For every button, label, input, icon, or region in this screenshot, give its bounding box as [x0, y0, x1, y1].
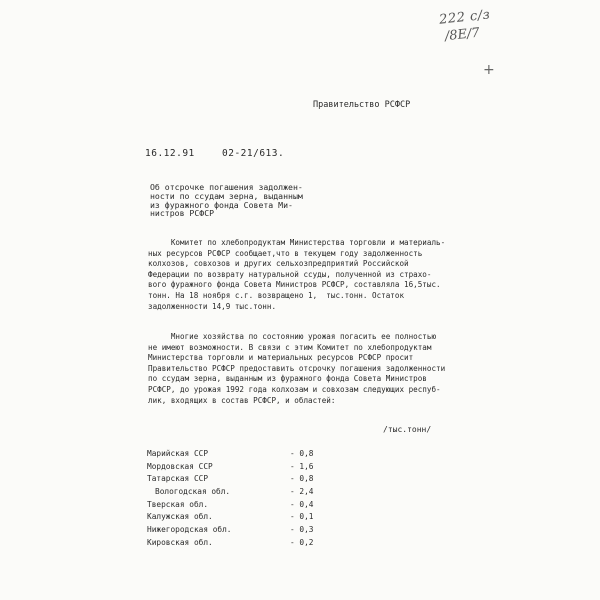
paragraph-line: вого фуражного фонда Совета Министров РСФСР, составляла 16,5тыс.	[148, 280, 441, 290]
region-name: Нижегородская обл.	[147, 525, 232, 535]
document-date: 16.12.91	[145, 148, 195, 159]
region-name: Калужская обл.	[147, 512, 213, 522]
recipient: Правительство РСФСР	[313, 100, 411, 110]
region-name: Тверская обл.	[147, 499, 209, 509]
table-row	[147, 487, 337, 500]
handwritten-note-line2: /8E/7	[444, 25, 481, 45]
paragraph-line: по ссудам зерна, выданным из фуражного фонда Совета Министров	[148, 374, 427, 384]
debt-value: - 0,8	[290, 474, 314, 484]
paragraph-line: задолженности 14,9 тыс.тонн.	[148, 301, 277, 311]
table-row	[147, 525, 337, 538]
subject-line: ности по ссудам зерна, выданным	[150, 190, 303, 201]
debt-value: - 2,4	[290, 487, 314, 497]
subject-line: Об отсрочке погашения задолжен-	[150, 182, 303, 192]
table-row	[147, 474, 337, 487]
debt-value: - 0,1	[290, 512, 314, 522]
paragraph-line: Многие хозяйства по состоянию урожая погасить ее полностью	[148, 332, 437, 341]
table-row	[147, 449, 337, 462]
region-name: Кировская обл.	[147, 537, 213, 547]
reference-number: 02-21/613.	[222, 148, 285, 159]
debt-value: - 0,3	[290, 525, 314, 535]
subject-line: из фуражного фонда Совета Ми-	[150, 199, 293, 210]
paragraph-line: не имеют возможности. В связи с этим Комитет по хлебопродуктам	[148, 342, 432, 352]
paragraph-1	[148, 238, 445, 312]
handwritten-note	[438, 7, 492, 44]
region-name: Татарская ССР	[147, 474, 209, 484]
region-name: Вологодская обл.	[155, 487, 231, 497]
table-row	[147, 462, 337, 475]
paragraph-line: лик, входящих в состав РСФСР, и областей:	[148, 395, 336, 405]
pencil-cross-mark: +	[483, 62, 495, 78]
table-row	[147, 538, 337, 551]
units-label: /тыс.тонн/	[383, 425, 432, 434]
table-row	[147, 512, 337, 525]
paragraph-line: РСФСР, до урожая 1992 года колхозам и совхозам следующих респуб-	[148, 384, 441, 394]
subject-block	[150, 183, 303, 218]
paragraph-line: ных ресурсов РСФСР сообщает,что в текущем году задолженность	[148, 248, 423, 258]
paragraph-line: Комитет по хлебопродуктам Министерства торговли и материаль-	[148, 238, 446, 247]
paragraph-line: Федерации по возврату натуральной ссуды, полученной из страхо-	[148, 269, 432, 279]
paragraph-line: Правительство РСФСР предоставить отсрочку погашения задолженности	[148, 363, 446, 373]
paragraph-line: колхозов, совхозов и других сельхозпредприятий Российской	[148, 259, 409, 269]
region-name: Марийская ССР	[147, 449, 209, 458]
debt-value: - 0,4	[290, 499, 314, 509]
paragraph-line: тонн. На 18 ноября с.г. возвращено 1, тыс.тонн. Остаток	[148, 290, 405, 300]
region-debt-table	[147, 449, 337, 551]
handwritten-note-line1: 222 с/з	[438, 7, 491, 28]
table-row	[147, 500, 337, 513]
paragraph-line: Министерства торговли и материальных ресурсов РСФСР просит	[148, 353, 414, 363]
debt-value: - 1,6	[290, 461, 314, 471]
debt-value: - 0,2	[290, 537, 314, 547]
region-name: Мордовская ССР	[147, 461, 213, 471]
subject-line: нистров РСФСР	[150, 208, 215, 219]
paragraph-2	[148, 332, 445, 406]
debt-value: - 0,8	[290, 449, 314, 458]
